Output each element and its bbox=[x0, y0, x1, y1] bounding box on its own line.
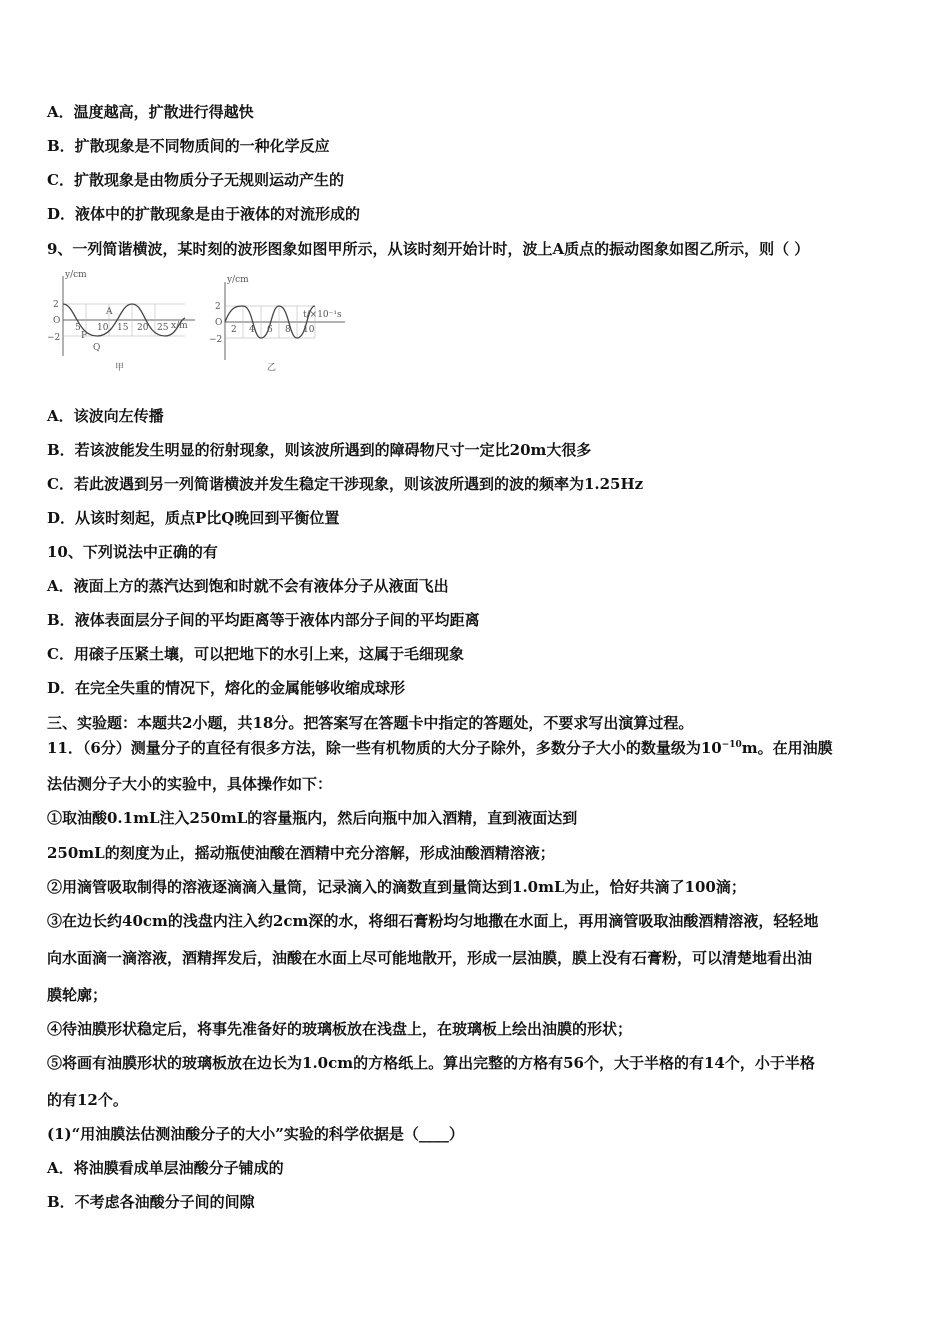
q9-wave-figure bbox=[45, 268, 355, 378]
q9-stem: 9、一列简谐横波，某时刻的波形图象如图甲所示，从该时刻开始计时，波上A质点的振动图象如图乙所示，则（ ） bbox=[47, 240, 810, 258]
left-tick-25: 25 bbox=[157, 323, 169, 333]
q9-option-a: A．该波向左传播 bbox=[47, 407, 164, 425]
q11-step5-line2: 的有12个。 bbox=[47, 1091, 128, 1109]
wave-graph-left bbox=[47, 270, 195, 373]
right-axis-x-label: t/×10⁻¹s bbox=[303, 310, 342, 320]
left-tick-15: 15 bbox=[117, 323, 129, 333]
q11-sub1-option-b: B．不考虑各油酸分子间的间隙 bbox=[47, 1193, 255, 1211]
q10-option-c: C．用磙子压紧土壤，可以把地下的水引上来，这属于毛细现象 bbox=[47, 645, 464, 663]
point-a-label: A bbox=[106, 307, 113, 317]
right-amp-neg: −2 bbox=[209, 335, 223, 345]
left-amp-pos: 2 bbox=[53, 300, 59, 310]
right-figure-caption: 乙 bbox=[267, 363, 277, 373]
left-origin: O bbox=[53, 316, 61, 326]
section-3-heading: 三、实验题：本题共2小题，共18分。把答案写在答题卡中指定的答题处，不要求写出演算过程。 bbox=[47, 714, 694, 732]
q11-step2: ②用滴管吸取制得的溶液逐滴滴入量筒，记录滴入的滴数直到量筒达到1.0mL为止，恰好共滴了100滴； bbox=[47, 878, 746, 896]
wave-diagrams bbox=[45, 268, 355, 378]
right-amp-pos: 2 bbox=[215, 302, 221, 312]
left-tick-20: 20 bbox=[137, 323, 149, 333]
q9-option-d: D．从该时刻起，质点P比Q晚回到平衡位置 bbox=[47, 509, 340, 527]
q11-intro-line1 bbox=[47, 738, 833, 758]
left-tick-5: 5 bbox=[75, 323, 81, 333]
left-axis-x-label: x/m bbox=[171, 321, 188, 331]
point-q-label: Q bbox=[93, 343, 101, 353]
right-tick-2: 2 bbox=[231, 325, 237, 335]
q11-step3-line1: ③在边长约40cm的浅盘内注入约2cm深的水，将细石膏粉均匀地撒在水面上，再用滴管吸取油酸酒精溶液，轻轻地 bbox=[47, 912, 819, 930]
q9-option-b: B．若该波能发生明显的衍射现象，则该波所遇到的障碍物尺寸一定比20m大很多 bbox=[47, 441, 592, 459]
left-tick-10: 10 bbox=[97, 323, 109, 333]
right-axis-y-label: y/cm bbox=[227, 275, 249, 285]
q11-step5-line1: ⑤将画有油膜形状的玻璃板放在边长为1.0cm的方格纸上。算出完整的方格有56个，大于半格的有14个，小于半格 bbox=[47, 1054, 815, 1072]
q11-step1-line2: 250mL的刻度为止，摇动瓶使油酸在酒精中充分溶解，形成油酸酒精溶液； bbox=[47, 844, 555, 862]
q9-option-c: C．若此波遇到另一列简谐横波并发生稳定干涉现象，则该波所遇到的波的频率为1.25Hz bbox=[47, 475, 644, 493]
q11-sub1-stem: (1)“用油膜法估测油酸分子的大小”实验的科学依据是（____） bbox=[47, 1125, 464, 1143]
right-tick-10: 10 bbox=[303, 325, 315, 335]
q11-step3-line2: 向水面滴一滴溶液，酒精挥发后，油酸在水面上尽可能地散开，形成一层油膜，膜上没有石膏粉，可以清楚地看出油 bbox=[47, 949, 813, 967]
right-tick-4: 4 bbox=[249, 325, 255, 335]
left-figure-caption: 甲 bbox=[115, 363, 125, 373]
q11-step4: ④待油膜形状稳定后，将事先准备好的玻璃板放在浅盘上，在玻璃板上绘出油膜的形状； bbox=[47, 1020, 633, 1038]
q8-option-a: A．温度越高，扩散进行得越快 bbox=[47, 103, 254, 121]
left-amp-neg: −2 bbox=[47, 333, 61, 343]
q11-intro-exponent: −10 bbox=[721, 740, 742, 750]
q10-stem: 10、下列说法中正确的有 bbox=[47, 543, 218, 561]
right-origin: O bbox=[215, 318, 223, 328]
left-axis-y-label: y/cm bbox=[65, 270, 87, 280]
q11-intro-a: 11．（6分）测量分子的直径有很多方法，除一些有机物质的大分子除外，多数分子大小的数量级为10 bbox=[47, 739, 722, 757]
q8-option-b: B．扩散现象是不同物质间的一种化学反应 bbox=[47, 137, 330, 155]
right-tick-6: 6 bbox=[267, 325, 273, 335]
q11-sub1-option-a: A．将油膜看成单层油酸分子铺成的 bbox=[47, 1159, 284, 1177]
right-tick-8: 8 bbox=[285, 325, 291, 335]
q11-step1-line1: ①取油酸0.1mL注入250mL的容量瓶内，然后向瓶中加入酒精，直到液面达到 bbox=[47, 809, 578, 827]
point-p-label: P bbox=[81, 331, 88, 341]
wave-graph-right bbox=[209, 275, 345, 373]
q10-option-b: B．液体表面层分子间的平均距离等于液体内部分子间的平均距离 bbox=[47, 611, 480, 629]
q8-option-d: D．液体中的扩散现象是由于液体的对流形成的 bbox=[47, 205, 361, 223]
q11-intro-line2: 法估测分子大小的实验中，具体操作如下： bbox=[47, 775, 333, 793]
q10-option-a: A．液面上方的蒸汽达到饱和时就不会有液体分子从液面飞出 bbox=[47, 577, 449, 595]
q11-intro-b: m。在用油膜 bbox=[741, 739, 833, 757]
q11-step3-line3: 膜轮廓； bbox=[47, 986, 108, 1004]
q8-option-c: C．扩散现象是由物质分子无规则运动产生的 bbox=[47, 171, 344, 189]
q10-option-d: D．在完全失重的情况下，熔化的金属能够收缩成球形 bbox=[47, 679, 406, 697]
